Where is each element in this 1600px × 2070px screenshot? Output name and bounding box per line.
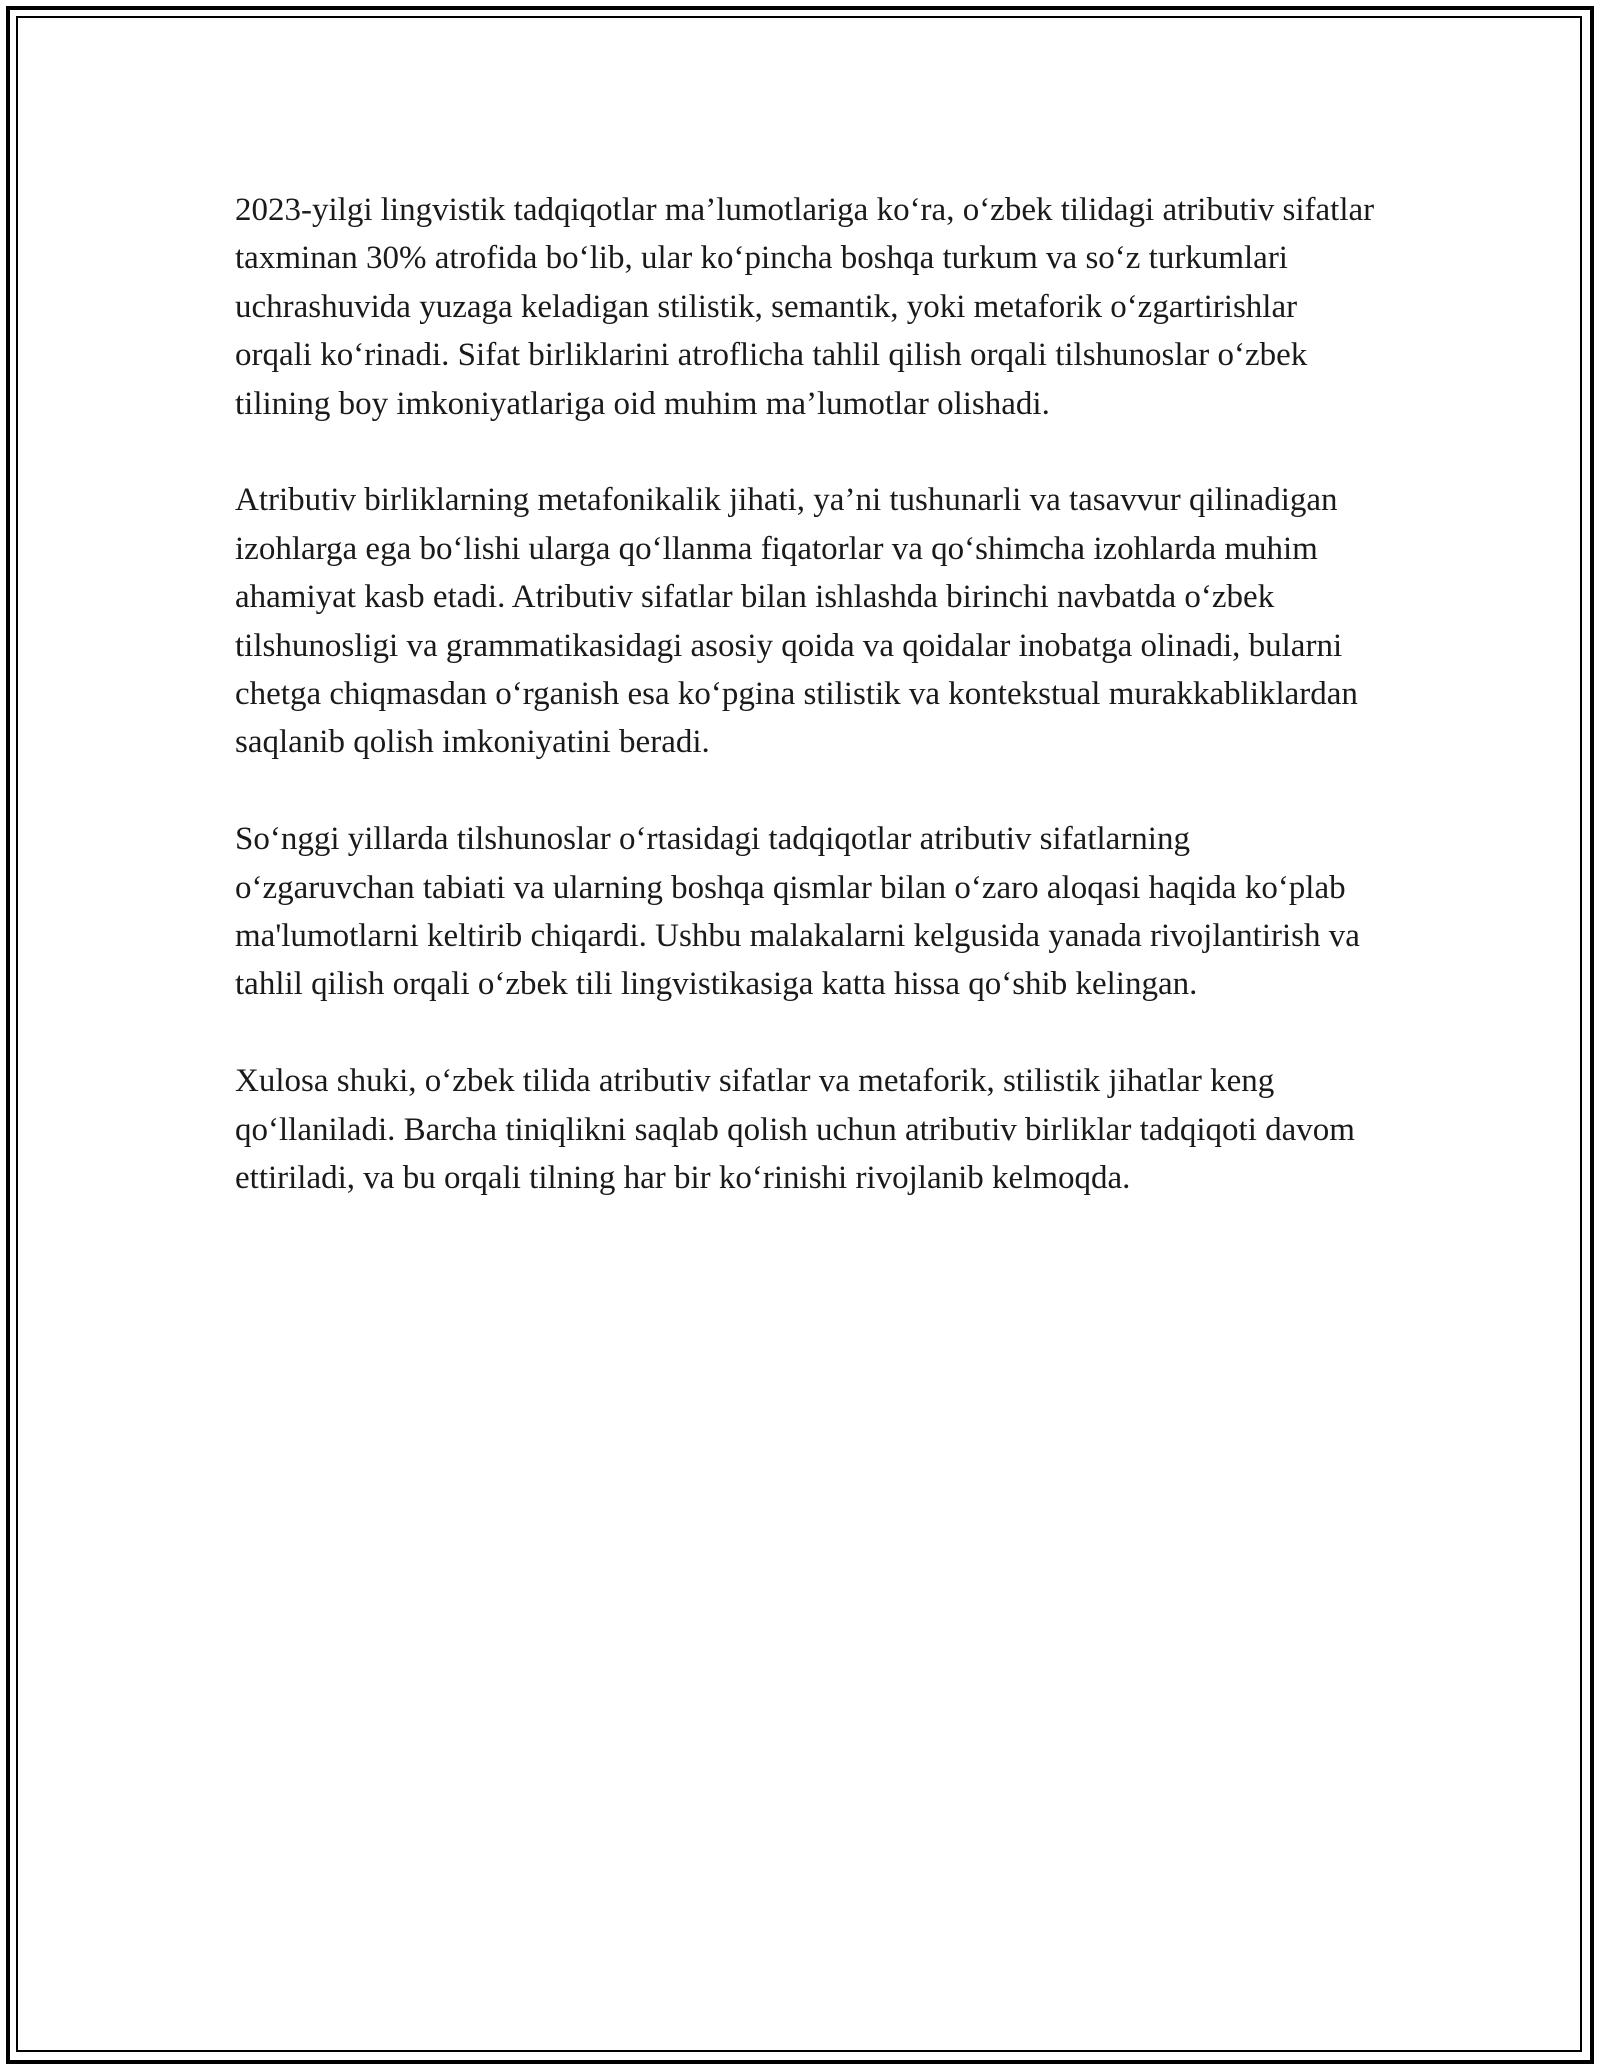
paragraph-1: 2023-yilgi lingvistik tadqiqotlar ma’lumotlariga ko‘ra, o‘zbek tilidagi atributiv sifatlar taxminan 30% atrofida bo‘lib, ular ko‘pincha boshqa turkum va so‘z turkumlari uchrashuvida yuzaga keladigan stilistik, semantik, yoki metaforik o‘zgartirishlar orqali ko‘rinadi. Sifat birliklarini atroflicha tahlil qilish orqali tilshunoslar o‘zbek tilining boy imkoniyatlariga oid muhim ma’lumotlar olishadi. bbox=[235, 192, 1375, 422]
document-body bbox=[235, 186, 1375, 1251]
paragraph-3: So‘nggi yillarda tilshunoslar o‘rtasidagi tadqiqotlar atributiv sifatlarning o‘zgaruvchan tabiati va ularning boshqa qismlar bilan o‘zaro aloqasi haqida ko‘plab ma'lumotlarni keltirib chiqardi. Ushbu malakalarni kelgusida yanada rivojlantirish va tahlil qilish orqali o‘zbek tili lingvistikasiga katta hissa qo‘shib kelingan. bbox=[235, 821, 1360, 1003]
paragraph-2: Atributiv birliklarning metafonikalik jihati, ya’ni tushunarli va tasavvur qilinadigan izohlarga ega bo‘lishi ularga qo‘llanma fiqatorlar va qo‘shimcha izohlarda muhim ahamiyat kasb etadi. Atributiv sifatlar bilan ishlashda birinchi navbatda o‘zbek tilshunosligi va grammatikasidagi asosiy qoida va qoidalar inobatga olinadi, bularni chetga chiqmasdan o‘rganish esa ko‘pgina stilistik va kontekstual murakkabliklardan saqlanib qolish imkoniyatini beradi. bbox=[235, 482, 1358, 761]
paragraph-4: Xulosa shuki, o‘zbek tilida atributiv sifatlar va metaforik, stilistik jihatlar keng qo‘llaniladi. Barcha tiniqlikni saqlab qolish uchun atributiv birliklar tadqiqoti davom ettiriladi, va bu orqali tilning har bir ko‘rinishi rivojlanib kelmoqda. bbox=[235, 1063, 1355, 1197]
